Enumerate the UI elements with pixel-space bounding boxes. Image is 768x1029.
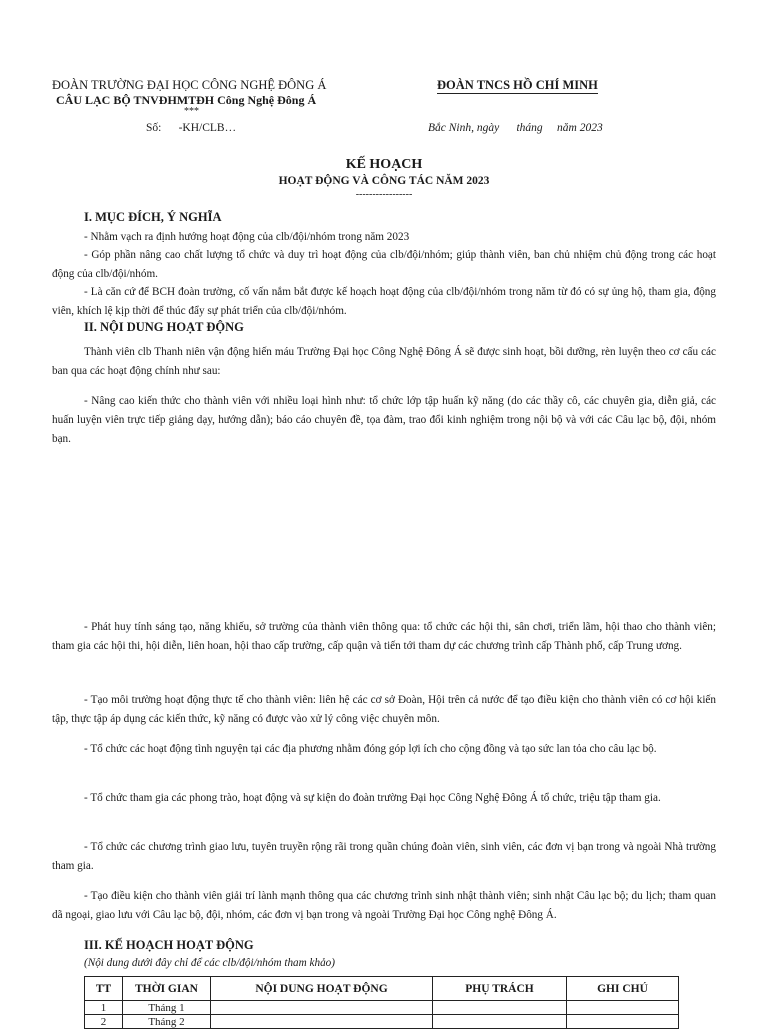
section-2-paragraph-7: - Tạo điều kiện cho thành viên giải trí lành mạnh thông qua các chương trình sinh nhật thành viên; sinh nhật Câu lạc bộ; du lịch; tham quan dã ngoại, giao lưu với Câu lạc bộ, đội, nhóm, các đơn vị bạn trong và ngoài Trường Đại học Công nghệ Đông Á. bbox=[52, 890, 716, 921]
table-cell-index: 1 bbox=[85, 1001, 123, 1015]
section-1-paragraph-1: - Nhằm vạch ra định hướng hoạt động của clb/đội/nhóm trong năm 2023 bbox=[84, 231, 410, 243]
doc-title: KẾ HOẠCH bbox=[345, 157, 423, 172]
table-row bbox=[85, 1001, 679, 1015]
section-1-paragraph-3: - Là căn cứ để BCH đoàn trường, cố vấn nắm bắt được kế hoạch hoạt động của clb/đội/nhóm trong năm từ đó có sự ủng hộ, tham gia, động viên, khích lệ kịp thời để thúc đẩy sự phát triển của clb/đội/nhóm. bbox=[52, 286, 716, 317]
header-date: Bắc Ninh, ngày tháng năm 2023 bbox=[428, 122, 603, 134]
section-3-heading: III. KẾ HOẠCH HOẠT ĐỘNG bbox=[84, 938, 254, 952]
section-1-heading: I. MỤC ĐÍCH, Ý NGHĨA bbox=[84, 210, 222, 224]
table-cell-time: Tháng 1 bbox=[123, 1001, 211, 1015]
header-doc-number: Số: -KH/CLB… bbox=[146, 122, 237, 134]
title-divider: ----------------- bbox=[355, 189, 413, 200]
table-header-owner: PHỤ TRÁCH bbox=[433, 977, 567, 1001]
section-2-paragraph-5: - Tổ chức tham gia các phong trào, hoạt động và sự kiện do đoàn trường Đại học Công Nghệ Đông Á tổ chức, triệu tập tham gia. bbox=[84, 792, 661, 804]
section-3-note: (Nội dung dưới đây chỉ để các clb/đội/nhóm tham khảo) bbox=[84, 957, 336, 969]
table-header-note: GHI CHÚ bbox=[567, 977, 679, 1001]
table-row bbox=[85, 1015, 679, 1029]
activity-plan-table bbox=[84, 976, 679, 1029]
header-union-name: ĐOÀN TNCS HỒ CHÍ MINH bbox=[437, 78, 598, 92]
table-cell-content bbox=[211, 1015, 433, 1029]
table-cell-owner bbox=[433, 1015, 567, 1029]
table-header-index: TT bbox=[85, 977, 123, 1001]
doc-subtitle: HOẠT ĐỘNG VÀ CÔNG TÁC NĂM 2023 bbox=[278, 175, 490, 187]
section-2-intro: Thành viên clb Thanh niên vận động hiến máu Trường Đại học Công Nghệ Đông Á sẽ được sinh hoạt, bồi dưỡng, rèn luyện theo cơ cấu các ban qua các hoạt động chính như sau: bbox=[52, 346, 716, 377]
table-cell-owner bbox=[433, 1001, 567, 1015]
section-2-paragraph-1: - Nâng cao kiến thức cho thành viên với nhiều loại hình như: tổ chức lớp tập huấn kỹ năng (do các thầy cô, các chuyên gia, diễn giả, các huấn luyện viên trực tiếp giảng dạy, hướng dẫn); báo cáo chuyên đề, tọa đàm, trao đổi kinh nghiệm trong nội bộ và với các Câu lạc bộ, đội, nhóm bạn. bbox=[52, 395, 716, 445]
section-2-paragraph-6: - Tổ chức các chương trình giao lưu, tuyên truyền rộng rãi trong quần chúng đoàn viên, sinh viên, các đơn vị bạn trong và ngoài Nhà trường tham gia. bbox=[52, 841, 716, 872]
section-2-paragraph-2: - Phát huy tính sáng tạo, năng khiếu, sở trường của thành viên thông qua: tổ chức các hội thi, sân chơi, triển lãm, hội thao cho thành viên; tham gia các hội thi, hội diễn, liên hoan, hội thao cấp trường, cấp quận và tiến tới tham dự các chương trình cấp Thành phố, cấp Trung ương. bbox=[52, 621, 716, 652]
section-1-paragraph-2: - Góp phần nâng cao chất lượng tổ chức và duy trì hoạt động của clb/đội/nhóm; giúp thành viên, ban chủ nhiệm chủ động trong các hoạt động của clb/đội/nhóm. bbox=[52, 249, 716, 280]
table-cell-note bbox=[567, 1015, 679, 1029]
table-cell-note bbox=[567, 1001, 679, 1015]
section-2-paragraph-4: - Tổ chức các hoạt động tình nguyện tại các địa phương nhằm đóng góp lợi ích cho cộng đồng và tạo sức lan tỏa cho câu lạc bộ. bbox=[84, 743, 657, 755]
table-cell-content bbox=[211, 1001, 433, 1015]
table-cell-time: Tháng 2 bbox=[123, 1015, 211, 1029]
header-org-line2: CÂU LẠC BỘ TNVĐHMTĐH Công Nghệ Đông Á bbox=[56, 93, 317, 107]
header-org-line1: ĐOÀN TRƯỜNG ĐẠI HỌC CÔNG NGHỆ ĐÔNG Á bbox=[52, 78, 327, 92]
section-2-paragraph-3: - Tạo môi trường hoạt động thực tế cho thành viên: liên hệ các cơ sở Đoàn, Hội trên cả nước để tạo điều kiện cho thành viên có cơ hội kiến tập, thực tập áp dụng các kiến thức, kỹ năng có được vào xử lý công việc chuyên môn. bbox=[52, 694, 716, 725]
table-header-time: THỜI GIAN bbox=[123, 977, 211, 1001]
table-header-row bbox=[85, 977, 679, 1001]
table-header-content: NỘI DUNG HOẠT ĐỘNG bbox=[211, 977, 433, 1001]
section-2-heading: II. NỘI DUNG HOẠT ĐỘNG bbox=[84, 320, 244, 334]
table-cell-index: 2 bbox=[85, 1015, 123, 1029]
header-stars: *** bbox=[184, 106, 199, 117]
